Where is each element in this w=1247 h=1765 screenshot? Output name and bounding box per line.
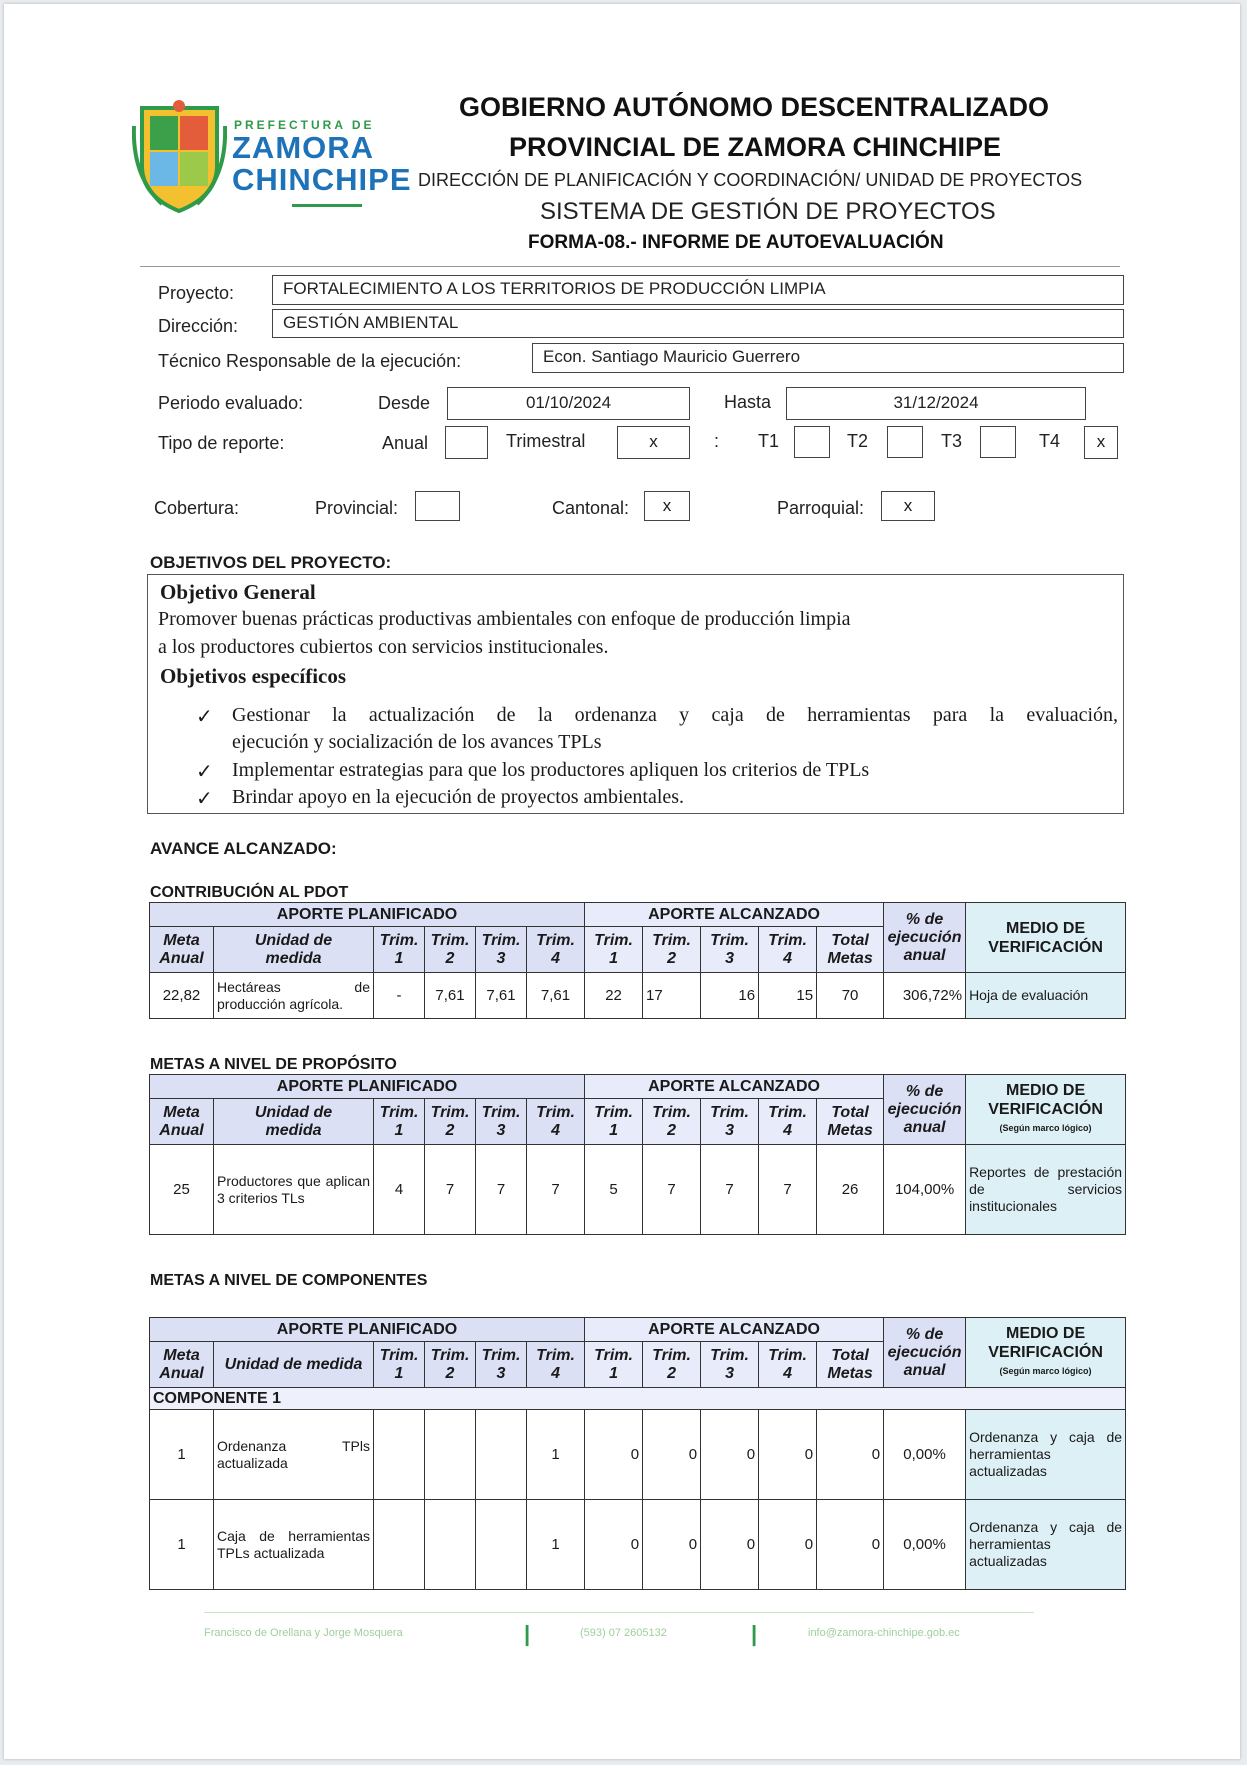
footer-address: Francisco de Orellana y Jorge Mosquera — [204, 1627, 403, 1639]
objetivo-especifico-3: Brindar apoyo en la ejecución de proyectos ambientales. — [232, 786, 685, 808]
alc-trim1-header: Trim. 1 — [585, 1099, 643, 1145]
proposito-title: METAS A NIVEL DE PROPÓSITO — [150, 1056, 397, 1073]
trimestral-checkbox[interactable]: x — [617, 426, 690, 459]
objetivos-section-title: OBJETIVOS DEL PROYECTO: — [150, 553, 392, 572]
objetivo-general-line1: Promover buenas prácticas productivas ambientales con enfoque de producción limpia — [158, 608, 851, 630]
meta-anual-header: Meta Anual — [150, 1099, 214, 1145]
aporte-planificado-header: APORTE PLANIFICADO — [150, 903, 585, 927]
plan-trim3-header: Trim. 3 — [476, 1099, 527, 1145]
footer-divider — [204, 1612, 1034, 1613]
alc-t4-cell: 0 — [759, 1500, 817, 1590]
direccion-label: Dirección: — [158, 316, 239, 336]
plan-t3-cell — [476, 1410, 527, 1500]
alc-t2-cell: 0 — [643, 1410, 701, 1500]
title-sistema: SISTEMA DE GESTIÓN DE PROYECTOS — [540, 198, 996, 225]
total-metas-header: Total Metas — [817, 927, 884, 973]
plan-t2-cell: 7,61 — [425, 973, 476, 1019]
aporte-planificado-header: APORTE PLANIFICADO — [150, 1075, 585, 1099]
plan-t4-cell: 7,61 — [527, 973, 585, 1019]
plan-trim3-header: Trim. 3 — [476, 1342, 527, 1388]
aporte-planificado-header: APORTE PLANIFICADO — [150, 1318, 585, 1342]
alc-t3-cell: 16 — [701, 973, 759, 1019]
colon: : — [714, 431, 720, 451]
componentes-table — [149, 1317, 1126, 1590]
plan-trim3-header: Trim. 3 — [476, 927, 527, 973]
objetivo-especifico-2: Implementar estrategias para que los productores apliquen los criterios de TPLs — [232, 759, 870, 781]
componentes-title: METAS A NIVEL DE COMPONENTES — [150, 1272, 428, 1289]
aporte-alcanzado-header: APORTE ALCANZADO — [585, 1075, 884, 1099]
plan-t4-cell: 7 — [527, 1145, 585, 1235]
alc-t4-cell: 0 — [759, 1410, 817, 1500]
logo-zamora-text: ZAMORA — [232, 130, 375, 165]
hasta-field[interactable]: 31/12/2024 — [786, 387, 1086, 420]
periodo-label: Periodo evaluado: — [158, 393, 304, 413]
alc-trim3-header: Trim. 3 — [701, 927, 759, 973]
objetivo-general-line2: a los productores cubiertos con servicios institucionales. — [158, 636, 609, 658]
alc-t4-cell: 15 — [759, 973, 817, 1019]
title-gobierno: GOBIERNO AUTÓNOMO DESCENTRALIZADO — [459, 92, 1049, 122]
plan-trim2-header: Trim. 2 — [425, 1099, 476, 1145]
meta-anual-header: Meta Anual — [150, 1342, 214, 1388]
table-row — [150, 1500, 1126, 1590]
alc-trim4-header: Trim. 4 — [759, 1099, 817, 1145]
pct-ejecucion-header: % de ejecución anual — [884, 903, 966, 973]
unidad-medida-header: Unidad de medida — [214, 1342, 374, 1388]
meta-cell: 1 — [150, 1410, 214, 1500]
plan-t2-cell — [425, 1410, 476, 1500]
title-provincial: PROVINCIAL DE ZAMORA CHINCHIPE — [509, 132, 1002, 162]
unidad-cell: Hectáreas de producción agrícola. — [214, 973, 374, 1019]
t1-checkbox[interactable] — [794, 426, 830, 458]
alc-t2-cell: 0 — [643, 1500, 701, 1590]
pct-cell: 0,00% — [884, 1500, 966, 1590]
alc-trim2-header: Trim. 2 — [643, 927, 701, 973]
pdot-title: CONTRIBUCIÓN AL PDOT — [150, 884, 349, 901]
t4-label: T4 — [1039, 431, 1061, 451]
plan-trim1-header: Trim. 1 — [374, 1099, 425, 1145]
footer-phone: (593) 07 2605132 — [580, 1627, 667, 1639]
header-divider — [140, 266, 1120, 267]
provincial-checkbox[interactable] — [415, 491, 460, 521]
check-icon: ✓ — [196, 788, 213, 810]
alc-t2-cell: 7 — [643, 1145, 701, 1235]
objetivo-general-title: Objetivo General — [160, 580, 316, 604]
t2-label: T2 — [847, 431, 869, 451]
alc-t3-cell: 0 — [701, 1410, 759, 1500]
plan-t1-cell — [374, 1410, 425, 1500]
footer-separator: | — [751, 1621, 758, 1646]
subtitle-direccion: DIRECCIÓN DE PLANIFICACIÓN Y COORDINACIÓN/ UNIDAD DE PROYECTOS — [418, 170, 1083, 190]
alc-trim1-header: Trim. 1 — [585, 927, 643, 973]
total-cell: 0 — [817, 1500, 884, 1590]
alc-t1-cell: 0 — [585, 1500, 643, 1590]
pct-cell: 306,72% — [884, 973, 966, 1019]
plan-t3-cell — [476, 1500, 527, 1590]
plan-trim4-header: Trim. 4 — [527, 927, 585, 973]
objetivos-especificos-title: Objetivos específicos — [160, 664, 347, 688]
alc-t3-cell: 0 — [701, 1500, 759, 1590]
meta-cell: 1 — [150, 1500, 214, 1590]
logo-chinchipe-text: CHINCHIPE — [232, 162, 412, 197]
t2-checkbox[interactable] — [887, 426, 923, 458]
medio-cell: Ordenanza y caja de herramientas actualizadas — [966, 1410, 1126, 1500]
t1-label: T1 — [758, 431, 780, 451]
objetivo-especifico-1: Gestionar la actualización de la ordenanza y caja de herramientas para la evaluación, — [232, 704, 1118, 726]
componente-1-label: COMPONENTE 1 — [150, 1388, 1126, 1410]
total-metas-header: Total Metas — [817, 1342, 884, 1388]
footer — [204, 1621, 1034, 1657]
medio-verificacion-header: MEDIO DE VERIFICACIÓN (Según marco lógico) — [966, 1075, 1126, 1145]
plan-t1-cell: - — [374, 973, 425, 1019]
tipo-reporte-label: Tipo de reporte: — [158, 433, 285, 453]
cantonal-label: Cantonal: — [552, 498, 630, 518]
avance-alcanzado-title: AVANCE ALCANZADO: — [150, 839, 337, 858]
t3-label: T3 — [941, 431, 963, 451]
alc-t1-cell: 5 — [585, 1145, 643, 1235]
table-row — [150, 973, 1126, 1019]
alc-trim1-header: Trim. 1 — [585, 1342, 643, 1388]
tecnico-field[interactable]: Econ. Santiago Mauricio Guerrero — [532, 343, 1124, 373]
plan-t3-cell: 7,61 — [476, 973, 527, 1019]
plan-t1-cell: 4 — [374, 1145, 425, 1235]
trimestral-label: Trimestral — [506, 431, 586, 451]
unidad-cell: Ordenanza TPls actualizada — [214, 1410, 374, 1500]
desde-field[interactable]: 01/10/2024 — [447, 387, 690, 420]
total-metas-header: Total Metas — [817, 1099, 884, 1145]
alc-t4-cell: 7 — [759, 1145, 817, 1235]
alc-trim2-header: Trim. 2 — [643, 1342, 701, 1388]
proyecto-label: Proyecto: — [158, 283, 235, 303]
plan-t4-cell: 1 — [527, 1500, 585, 1590]
meta-cell: 22,82 — [150, 973, 214, 1019]
plan-t3-cell: 7 — [476, 1145, 527, 1235]
alc-trim4-header: Trim. 4 — [759, 927, 817, 973]
footer-separator: | — [524, 1621, 531, 1646]
total-cell: 26 — [817, 1145, 884, 1235]
pct-ejecucion-header: % de ejecución anual — [884, 1318, 966, 1388]
alc-t1-cell: 22 — [585, 973, 643, 1019]
plan-trim4-header: Trim. 4 — [527, 1342, 585, 1388]
t4-checkbox[interactable]: x — [1084, 426, 1118, 459]
t3-checkbox[interactable] — [980, 426, 1016, 458]
plan-trim2-header: Trim. 2 — [425, 927, 476, 973]
cantonal-checkbox[interactable]: x — [644, 491, 690, 521]
meta-cell: 25 — [150, 1145, 214, 1235]
logo-underline — [292, 204, 362, 207]
proposito-table — [149, 1074, 1126, 1235]
medio-cell: Reportes de prestación de servicios institucionales — [966, 1145, 1126, 1235]
pct-cell: 104,00% — [884, 1145, 966, 1235]
alc-trim3-header: Trim. 3 — [701, 1099, 759, 1145]
plan-trim4-header: Trim. 4 — [527, 1099, 585, 1145]
document-page — [4, 4, 1240, 1759]
hasta-label: Hasta — [724, 392, 772, 412]
check-icon: ✓ — [196, 706, 213, 728]
provincial-label: Provincial: — [315, 498, 399, 518]
pdot-table — [149, 902, 1126, 1019]
objetivos-box — [147, 574, 1124, 814]
anual-label: Anual — [382, 433, 429, 453]
footer-email: info@zamora-chinchipe.gob.ec — [808, 1627, 960, 1639]
unidad-medida-header: Unidad de medida — [214, 1099, 374, 1145]
alc-trim3-header: Trim. 3 — [701, 1342, 759, 1388]
alc-trim2-header: Trim. 2 — [643, 1099, 701, 1145]
plan-trim1-header: Trim. 1 — [374, 927, 425, 973]
total-cell: 70 — [817, 973, 884, 1019]
desde-label: Desde — [378, 393, 431, 413]
objetivo-especifico-1-cont: ejecución y socialización de los avances TPLs — [232, 731, 602, 753]
pct-cell: 0,00% — [884, 1410, 966, 1500]
unidad-medida-header: Unidad de medida — [214, 927, 374, 973]
plan-trim1-header: Trim. 1 — [374, 1342, 425, 1388]
parroquial-checkbox[interactable]: x — [881, 491, 935, 521]
plan-t1-cell — [374, 1500, 425, 1590]
plan-trim2-header: Trim. 2 — [425, 1342, 476, 1388]
alc-t2-cell: 17 — [643, 973, 701, 1019]
proyecto-field[interactable]: FORTALECIMIENTO A LOS TERRITORIOS DE PRODUCCIÓN LIMPIA — [272, 275, 1124, 305]
plan-t4-cell: 1 — [527, 1410, 585, 1500]
meta-anual-header: Meta Anual — [150, 927, 214, 973]
plan-t2-cell: 7 — [425, 1145, 476, 1235]
aporte-alcanzado-header: APORTE ALCANZADO — [585, 1318, 884, 1342]
alc-t3-cell: 7 — [701, 1145, 759, 1235]
prefectura-shield-logo — [132, 96, 227, 216]
medio-verificacion-header: MEDIO DE VERIFICACIÓN — [966, 903, 1126, 973]
logo-prefectura-text: PREFECTURA DE — [234, 118, 375, 132]
medio-cell: Hoja de evaluación — [966, 973, 1126, 1019]
tecnico-label: Técnico Responsable de la ejecución: — [158, 351, 462, 371]
plan-t2-cell — [425, 1500, 476, 1590]
direccion-field[interactable]: GESTIÓN AMBIENTAL — [272, 309, 1124, 338]
alc-trim4-header: Trim. 4 — [759, 1342, 817, 1388]
table-row — [150, 1410, 1126, 1500]
check-icon: ✓ — [196, 761, 213, 783]
aporte-alcanzado-header: APORTE ALCANZADO — [585, 903, 884, 927]
total-cell: 0 — [817, 1410, 884, 1500]
alc-t1-cell: 0 — [585, 1410, 643, 1500]
table-row — [150, 1145, 1126, 1235]
unidad-cell: Productores que aplican 3 criterios TLs — [214, 1145, 374, 1235]
unidad-cell: Caja de herramientas TPLs actualizada — [214, 1500, 374, 1590]
anual-checkbox[interactable] — [445, 426, 488, 459]
parroquial-label: Parroquial: — [777, 498, 865, 518]
cobertura-label: Cobertura: — [154, 498, 240, 518]
pct-ejecucion-header: % de ejecución anual — [884, 1075, 966, 1145]
medio-verificacion-header: MEDIO DE VERIFICACIÓN (Según marco lógico) — [966, 1318, 1126, 1388]
medio-cell: Ordenanza y caja de herramientas actualizadas — [966, 1500, 1126, 1590]
title-forma: FORMA-08.- INFORME DE AUTOEVALUACIÓN — [528, 232, 944, 253]
